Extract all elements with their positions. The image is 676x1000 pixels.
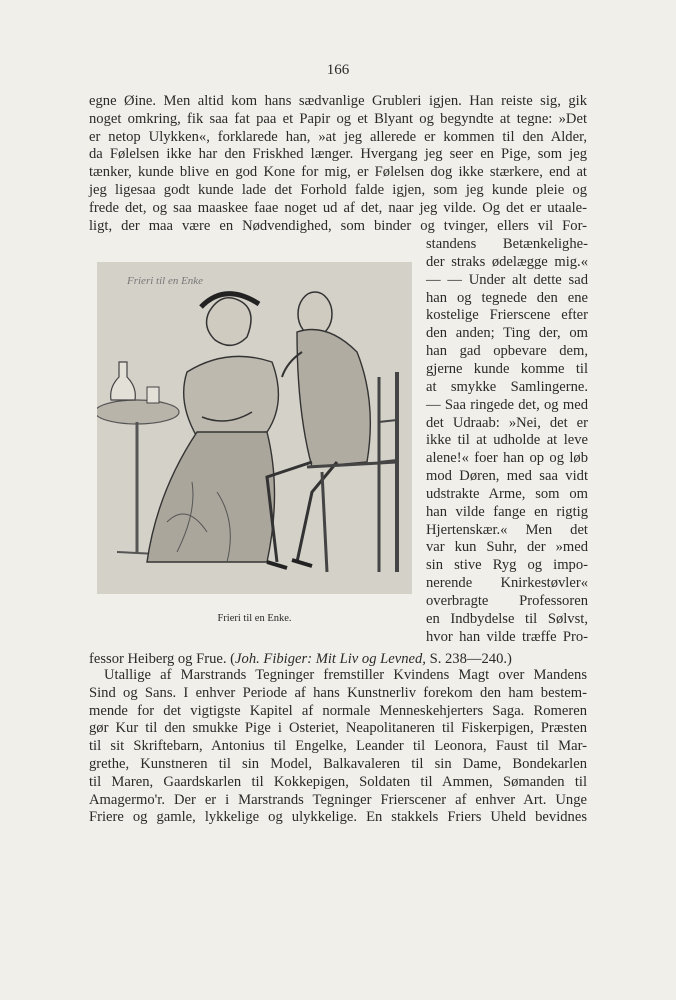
text-line: — — Under alt dette sad (426, 271, 588, 288)
text-line: gør Kur til den smukke Pige i Osteriet, Neapolitaneren til Fiskerpigen, Præsten (89, 720, 587, 737)
text-line: nerende Knirkestøvler« (426, 575, 588, 592)
text-line: — Saa ringede det, og med (426, 396, 588, 413)
text-line: han vilde fange en rigtig (426, 503, 588, 520)
text-line: ligt, der maa være en Nødvendighed, som binder og tvinger, ellers vil For- (89, 217, 587, 234)
text-line: grethe, Kunstneren til sin Model, Balkavaleren til sin Dame, Bondekarlen (89, 756, 587, 772)
text-line: udstrakte Arme, som om (426, 485, 588, 502)
text-line: Hjertenskær.« Men det (426, 521, 588, 538)
text-line: Amagermo'r. Der er i Marstrands Tegninger Frierscener af enhver Art. Unge (89, 791, 587, 808)
text-line: standens Betænkelighe- (426, 236, 588, 252)
text-line: hvor han vilde træffe Pro- (426, 628, 588, 645)
text-line: jeg ligesaa godt kunde lade det Forhold falde igjen, som jeg kunde pleie og (89, 182, 587, 198)
citation-source: Joh. Fibiger: Mit Liv og Levned, (235, 651, 426, 667)
text-line: den anden; Ting der, om (426, 325, 588, 342)
text-line: sin stive Ryg og impo- (426, 557, 588, 574)
illustration (97, 262, 412, 594)
text-line: egne Øine. Men altid kom hans sædvanlige Grubleri igjen. Han reiste sig, gik (89, 93, 587, 109)
text-line: Friere og gamle, lykkelige og ulykkelige. En stakkels Friers Uheld bevidnes (89, 809, 587, 826)
citation-suffix: S. 238—240.) (425, 651, 512, 667)
text-line: noget omkring, fik saa fat paa et Papir og et Blyant og begyndte at tegne: »Det (89, 110, 587, 127)
text-line: tænker, kunde blive en god Kone for mig, er Følelsen dog ikke stærkere, end at (89, 164, 587, 181)
text-line: ikke til at udholde at leve (426, 432, 588, 449)
text-line: mod Døren, med saa vidt (426, 468, 588, 485)
text-line: til Maren, Gaardskarlen til Kokkepigen, Soldaten til Ammen, Sømanden til (89, 773, 587, 790)
text-line: da Følelsen ikke har den Friskhed længer. Hvergang jeg seer en Pige, som jeg (89, 146, 587, 163)
text-line: en Indbydelse til Sølvst, (426, 610, 588, 627)
text-line: kostelige Frierscene efter (426, 307, 588, 324)
text-line: Utallige af Marstrands Tegninger fremstiller Kvindens Magt over Mandens (104, 667, 587, 683)
text-line: at smykke Samlingerne. (426, 378, 588, 395)
text-line: der straks ødelægge mig.« (426, 253, 588, 270)
text-line: frede det, og saa maaskee faae noget ud af det, naar jeg vilde. Og det er utaale- (89, 199, 587, 216)
page-number: 166 (326, 62, 350, 78)
text-line: han og tegnede den ene (426, 289, 588, 306)
text-line: er netop Ulykken«, forklarede han, »at jeg allerede er kommen til den Alder, (89, 128, 587, 145)
text-line: var kun Suhr, der »med (426, 539, 588, 556)
text-line: alene!« foer han op og løb (426, 450, 588, 467)
text-line: han gad opbevare dem, (426, 343, 588, 360)
text-line: til sit Skriftebarn, Antonius til Engelke, Leander til Leonora, Faust til Mar- (89, 738, 587, 755)
text-line: det Udraab: »Nei, det er (426, 414, 588, 431)
text-line: gjerne kunde komme til (426, 360, 588, 377)
citation-prefix: fessor Heiberg og Frue. ( (89, 651, 236, 667)
sketch-drawing (97, 262, 412, 594)
text-line: Sind og Sans. I enhver Periode af hans Kunstnerliv forekom den ham bestem- (89, 684, 587, 701)
text-line: overbragte Professoren (426, 593, 588, 609)
text-line: mende for det vigtigste Kapitel af normale Menneskehjerters Saga. Romeren (89, 702, 587, 719)
figure-inscription: Frieri til en Enke (127, 275, 204, 287)
figure-caption: Frieri til en Enke. (217, 613, 292, 624)
